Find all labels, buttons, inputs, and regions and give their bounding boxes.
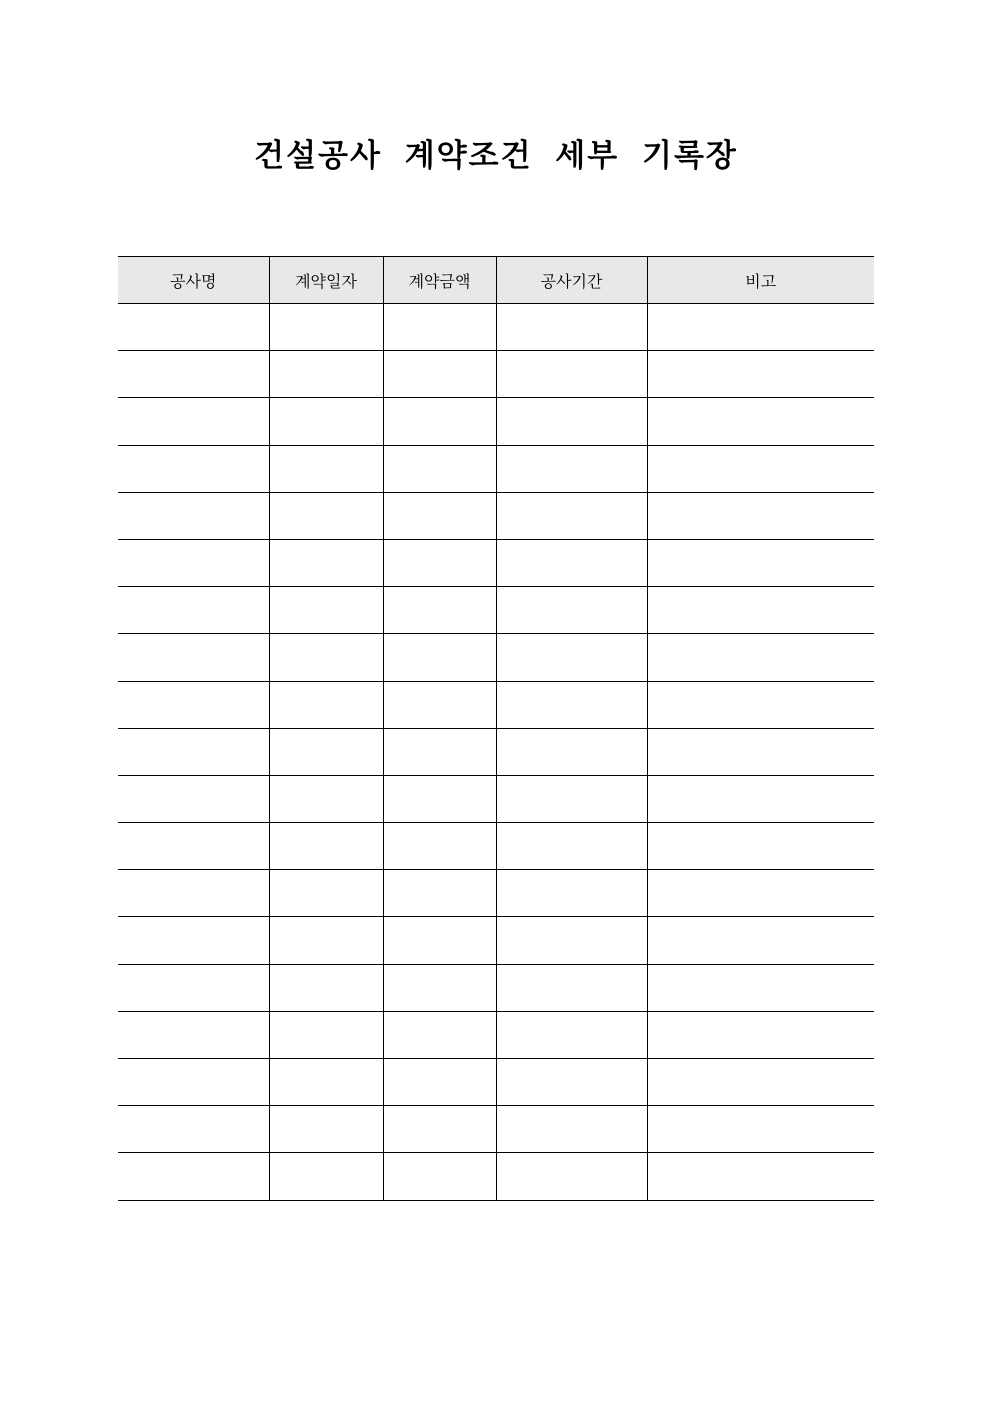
cell-contract-amount[interactable] [383,823,496,870]
cell-project-name[interactable] [118,587,269,634]
table-body [118,304,874,1201]
cell-contract-date[interactable] [269,1153,383,1200]
cell-contract-date[interactable] [269,304,383,351]
table-row [118,1106,874,1153]
cell-contract-amount[interactable] [383,398,496,445]
cell-contract-date[interactable] [269,964,383,1011]
table-row [118,681,874,728]
cell-project-name[interactable] [118,917,269,964]
cell-contract-amount[interactable] [383,964,496,1011]
cell-remarks[interactable] [647,634,874,681]
cell-project-name[interactable] [118,445,269,492]
cell-contract-amount[interactable] [383,304,496,351]
cell-contract-date[interactable] [269,492,383,539]
cell-project-name[interactable] [118,1011,269,1058]
cell-project-name[interactable] [118,964,269,1011]
cell-remarks[interactable] [647,351,874,398]
cell-construction-period[interactable] [496,775,647,822]
cell-contract-date[interactable] [269,1011,383,1058]
cell-remarks[interactable] [647,304,874,351]
cell-contract-date[interactable] [269,728,383,775]
cell-contract-date[interactable] [269,634,383,681]
cell-project-name[interactable] [118,823,269,870]
cell-contract-amount[interactable] [383,917,496,964]
cell-project-name[interactable] [118,492,269,539]
cell-contract-date[interactable] [269,351,383,398]
cell-contract-amount[interactable] [383,1153,496,1200]
cell-remarks[interactable] [647,728,874,775]
table-row [118,964,874,1011]
table-row [118,1059,874,1106]
cell-remarks[interactable] [647,775,874,822]
cell-construction-period[interactable] [496,823,647,870]
cell-remarks[interactable] [647,398,874,445]
cell-construction-period[interactable] [496,728,647,775]
cell-construction-period[interactable] [496,1059,647,1106]
cell-project-name[interactable] [118,728,269,775]
cell-contract-date[interactable] [269,1059,383,1106]
cell-construction-period[interactable] [496,634,647,681]
cell-contract-date[interactable] [269,587,383,634]
header-contract-amount: 계약금액 [383,257,496,304]
table-header-row [118,257,874,304]
cell-project-name[interactable] [118,304,269,351]
cell-contract-amount[interactable] [383,634,496,681]
cell-project-name[interactable] [118,351,269,398]
cell-project-name[interactable] [118,870,269,917]
cell-remarks[interactable] [647,681,874,728]
table-row [118,634,874,681]
header-construction-period: 공사기간 [496,257,647,304]
cell-project-name[interactable] [118,1153,269,1200]
table-row [118,823,874,870]
table-row [118,1011,874,1058]
cell-contract-amount[interactable] [383,445,496,492]
cell-contract-date[interactable] [269,1106,383,1153]
cell-remarks[interactable] [647,1106,874,1153]
table-row [118,445,874,492]
cell-contract-amount[interactable] [383,1106,496,1153]
cell-construction-period[interactable] [496,1153,647,1200]
table-row [118,398,874,445]
cell-remarks[interactable] [647,870,874,917]
cell-contract-amount[interactable] [383,1059,496,1106]
cell-construction-period[interactable] [496,1106,647,1153]
header-remarks: 비고 [647,257,874,304]
cell-construction-period[interactable] [496,445,647,492]
table-row [118,304,874,351]
cell-contract-amount[interactable] [383,351,496,398]
cell-remarks[interactable] [647,492,874,539]
cell-project-name[interactable] [118,539,269,586]
cell-remarks[interactable] [647,587,874,634]
cell-remarks[interactable] [647,823,874,870]
cell-project-name[interactable] [118,1106,269,1153]
table-row [118,492,874,539]
cell-contract-date[interactable] [269,917,383,964]
cell-remarks[interactable] [647,1059,874,1106]
cell-contract-date[interactable] [269,775,383,822]
table-row [118,775,874,822]
cell-contract-amount[interactable] [383,1011,496,1058]
cell-remarks[interactable] [647,917,874,964]
table-row [118,917,874,964]
cell-contract-date[interactable] [269,681,383,728]
cell-contract-amount[interactable] [383,728,496,775]
contract-record-table [118,256,874,1201]
cell-remarks[interactable] [647,539,874,586]
cell-construction-period[interactable] [496,492,647,539]
cell-contract-date[interactable] [269,539,383,586]
cell-project-name[interactable] [118,1059,269,1106]
cell-construction-period[interactable] [496,917,647,964]
cell-construction-period[interactable] [496,964,647,1011]
cell-contract-amount[interactable] [383,539,496,586]
cell-remarks[interactable] [647,964,874,1011]
cell-remarks[interactable] [647,1153,874,1200]
cell-project-name[interactable] [118,398,269,445]
cell-remarks[interactable] [647,1011,874,1058]
cell-project-name[interactable] [118,634,269,681]
table-row [118,728,874,775]
cell-contract-amount[interactable] [383,492,496,539]
cell-contract-date[interactable] [269,823,383,870]
cell-contract-date[interactable] [269,870,383,917]
cell-construction-period[interactable] [496,539,647,586]
cell-construction-period[interactable] [496,681,647,728]
table-row [118,587,874,634]
cell-contract-date[interactable] [269,398,383,445]
table-row [118,351,874,398]
header-project-name: 공사명 [118,257,269,304]
cell-contract-amount[interactable] [383,681,496,728]
cell-construction-period[interactable] [496,304,647,351]
cell-construction-period[interactable] [496,870,647,917]
cell-construction-period[interactable] [496,398,647,445]
table-row [118,870,874,917]
cell-project-name[interactable] [118,681,269,728]
page-title: 건설공사 계약조건 세부 기록장 [254,138,738,174]
cell-construction-period[interactable] [496,1011,647,1058]
cell-project-name[interactable] [118,775,269,822]
table-row [118,1153,874,1200]
header-contract-date: 계약일자 [269,257,383,304]
cell-construction-period[interactable] [496,351,647,398]
cell-contract-date[interactable] [269,445,383,492]
cell-contract-amount[interactable] [383,587,496,634]
cell-contract-amount[interactable] [383,775,496,822]
cell-remarks[interactable] [647,445,874,492]
cell-construction-period[interactable] [496,587,647,634]
cell-contract-amount[interactable] [383,870,496,917]
table-row [118,539,874,586]
